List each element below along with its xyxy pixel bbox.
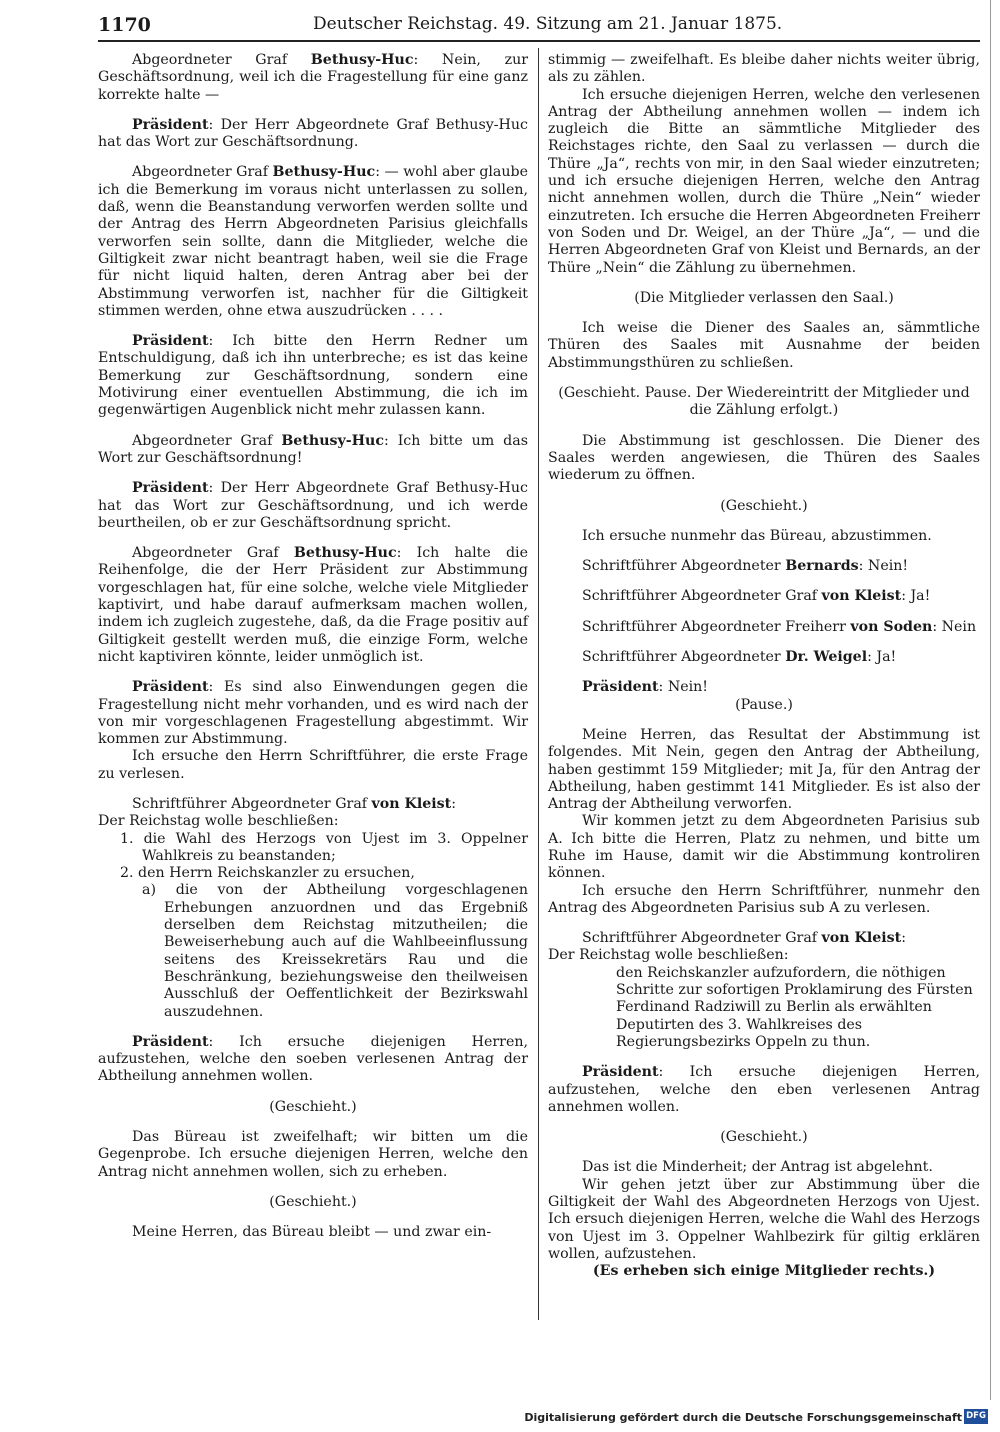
column-divider — [538, 48, 539, 1320]
speaker-name: Präsident — [132, 1033, 209, 1050]
stage-direction: (Pause.) — [735, 696, 793, 713]
stage-direction: (Geschieht.) — [720, 497, 808, 514]
speaker-name: Präsident — [582, 679, 659, 696]
paragraph: Abgeordneter Graf Bethusy-Huc: Nein, zur Geschäftsordnung, weil ich die Fragestellung für eine ganz korrekte halte — — [98, 52, 528, 103]
paragraph: Ich ersuche nunmehr das Büreau, abzustimmen. — [582, 527, 932, 544]
paragraph: Wir kommen jetzt zu dem Abgeordneten Parisius sub A. Ich bitte die Herren, Platz zu nehmen, und bitte um Ruhe im Hause, damit wir die Abstimmung kontroliren können. — [548, 813, 980, 882]
stage-direction: (Geschieht.) — [269, 1098, 357, 1115]
motion-heading: Schriftführer Abgeordneter Graf von Kleist: — [582, 930, 906, 947]
digitization-credit: Digitalisierung gefördert durch die Deutsche Forschungsgemeinschaft — [524, 1411, 962, 1424]
speaker-name: Bethusy-Huc — [293, 545, 397, 562]
dfg-logo: DFG — [964, 1409, 988, 1424]
paragraph: Abgeordneter Graf Bethusy-Huc: — wohl aber glaube ich die Bemerkung im voraus nicht unterlassen zu sollen, daß, wenn die Beanstandung verworfen werden sollte und der Antrag des Herrn Abgeordneten Parisius gleichfalls verworfen sein sollte, dann die Mitglieder, welche die Giltigkeit zwar nicht beantragt haben, weil sie die Frage für nicht liquid halten, deren Antrag aber bei der Abstimmung verworfen ist, nachher für die Giltigkeit stimmen werden, ohne etwa auszudrücken . . . . — [98, 164, 529, 319]
speaker-name: Präsident — [582, 1064, 659, 1081]
stage-direction: (Geschieht.) — [720, 1129, 808, 1146]
paragraph: Ich weise die Diener des Saales an, sämmtliche Thüren des Saales mit Ausnahme der beiden Abstimmungsthüren zu schließen. — [548, 320, 980, 371]
speaker-name: Präsident — [132, 480, 209, 497]
paragraph: Wir gehen jetzt über zur Abstimmung über die Giltigkeit der Wahl des Abgeordneten Herzogs von Ujest. Ich ersuch diejenigen Herren, welche die Wahl des Herzogs von Ujest im 3. Oppelner Wahlbezirk für giltig erklären wollen, aufzustehen. — [548, 1176, 980, 1262]
speaker-name: Dr. Weigel — [785, 649, 868, 666]
paragraph: Ich ersuche diejenigen Herren, welche den verlesenen Antrag der Abtheilung annehmen wollen — indem ich zugleich die Bitte an sämmtliche Mitglieder des Reichstages richte, den Saal zu verlassen — durch die Thüre „Ja“, rechts von mir, in den Saal wieder einzutreten; und ich ersuche diejenigen Herren, welche den Antrag nicht annehmen wollen, durch die Thüre „Nein“ wieder einzutreten. Ich ersuche die Herren Abgeordneten Freiherr von Soden und Dr. Weigel, an der Thüre „Ja“, — und die Herren Abgeordneten Graf von Kleist und Bernards, an der Thüre „Nein“ die Zählung zu übernehmen. — [548, 86, 980, 276]
paragraph: Präsident: Der Herr Abgeordnete Graf Bethusy-Huc hat das Wort zur Geschäftsordnung. — [98, 116, 528, 151]
speaker-name: Bethusy-Huc — [272, 164, 376, 181]
paragraph: Präsident: Ich ersuche diejenigen Herren, aufzustehen, welche den eben verlesenen Antrag annehmen wollen. — [548, 1064, 980, 1115]
paragraph: Abgeordneter Graf Bethusy-Huc: Ich halte die Reihenfolge, die der Herr Präsident zur Abstimmung vorgeschlagen hat, für eine solche, welche viele Mitglieder kaptivirt, und habe darauf aufmerksam machen wollen, indem ich zugleich zugestehe, daß, da die Frage positiv auf Giltigkeit gestellt werden muß, die einzige Form, welche nicht kaptiviren könnte, leider unmöglich ist. — [98, 545, 528, 665]
paragraph: Ich ersuche den Herrn Schriftführer, nunmehr den Antrag des Abgeordneten Parisius sub A zu verlesen. — [548, 882, 980, 916]
speaker-name: Bernards — [785, 558, 859, 575]
paragraph: Die Abstimmung ist geschlossen. Die Diener des Saales werden angewiesen, die Thüren des Saales wiederum zu öffnen. — [548, 432, 980, 484]
paragraph: Meine Herren, das Resultat der Abstimmung ist folgendes. Mit Nein, gegen den Antrag der Abtheilung, haben gestimmt 159 Mitglieder; mit Ja, für den Antrag der Abtheilung, haben gestimmt 141 Mitglieder. Es ist also der Antrag der Abtheilung verworfen. — [548, 726, 980, 813]
speaker-name: Präsident — [132, 333, 209, 350]
right-column — [548, 52, 980, 1294]
running-head: Deutscher Reichstag. 49. Sitzung am 21. Januar 1875. — [313, 14, 783, 34]
paragraph: Das Büreau ist zweifelhaft; wir bitten um die Gegenprobe. Ich ersuche diejenigen Herren, welche den Antrag nicht annehmen wollen, sich zu erheben. — [98, 1129, 528, 1180]
speaker-name: von Kleist — [371, 795, 452, 812]
left-column — [98, 52, 528, 1255]
vote-line: Präsident: Nein! — [582, 679, 709, 696]
stage-direction: (Geschieht. Pause. Der Wiedereintritt der Mitglieder und die Zählung erfolgt.) — [558, 385, 970, 419]
motion-item: 2. den Herrn Reichskanzler zu ersuchen, — [120, 865, 415, 882]
speaker-name: Bethusy-Huc — [310, 52, 414, 68]
speaker-name: von Kleist — [821, 930, 902, 947]
vote-line: Schriftführer Abgeordneter Freiherr von Soden: Nein — [582, 618, 977, 635]
page-number: 1170 — [98, 14, 151, 36]
motion-item: 1. die Wahl des Herzogs von Ujest im 3. Oppelner Wahlkreis zu beanstanden; — [120, 830, 528, 864]
paragraph: Präsident: Ich ersuche diejenigen Herren, aufzustehen, welche den soeben verlesenen Antrag der Abtheilung annehmen wollen. — [98, 1033, 528, 1085]
vote-line: Schriftführer Abgeordneter Bernards: Nein! — [582, 558, 909, 575]
paragraph: stimmig — zweifelhaft. Es bleibe daher nichts weiter übrig, als zu zählen. — [548, 52, 980, 86]
speaker-name: Bethusy-Huc — [281, 432, 384, 449]
motion-subitem: a) die von der Abtheilung vorgeschlagenen Erhebungen anzuordnen und das Ergebniß derselben dem Reichstag mitzutheilen; die Beweiserhebung auch auf die Wahlbeeinflussung seitens des Kreissekretärs Rau und die Beschränkung, beziehungsweise den theilweisen Ausschluß der Oeffentlichkeit der Bezirkswahl auszudehnen. — [142, 882, 528, 1020]
speaker-name: Präsident — [132, 679, 209, 696]
motion-text — [98, 796, 528, 1021]
speaker-name: von Kleist — [821, 588, 902, 605]
stage-direction: (Die Mitglieder verlassen den Saal.) — [634, 289, 894, 306]
motion-opening: Der Reichstag wolle beschließen: — [548, 947, 789, 964]
motion-opening: Der Reichstag wolle beschließen: — [98, 813, 339, 830]
page-header — [98, 12, 980, 42]
vote-line: Schriftführer Abgeordneter Graf von Kleist: Ja! — [582, 588, 931, 605]
scan-edge-line — [990, 0, 991, 1400]
paragraph: Das ist die Minderheit; der Antrag ist abgelehnt. — [582, 1159, 933, 1176]
paragraph: Präsident: Der Herr Abgeordnete Graf Bethusy-Huc hat das Wort zur Geschäftsordnung, und ich werde beurtheilen, ob er zur Geschäftsordnung spricht. — [98, 480, 528, 531]
motion-body: den Reichskanzler aufzufordern, die nöthigen Schritte zur sofortigen Proklamirung des Fürsten Ferdinand Radziwill zu Berlin als erwählten Deputirten des 3. Wahlkreises des Regierungsbezirks Oppeln zu thun. — [616, 964, 973, 1050]
stage-direction: (Es erheben sich einige Mitglieder rechts.) — [592, 1263, 936, 1280]
speaker-name: von Soden — [850, 618, 933, 635]
paragraph: Ich ersuche den Herrn Schriftführer, die erste Frage zu verlesen. — [98, 748, 528, 782]
paragraph: Präsident: Es sind also Einwendungen gegen die Fragestellung nicht mehr vorhanden, und es wird nach der von mir vorgeschlagenen Fragestellung abgestimmt. Wir kommen zur Abstimmung. — [98, 679, 528, 748]
paragraph: Abgeordneter Graf Bethusy-Huc: Ich bitte um das Wort zur Geschäftsordnung! — [98, 432, 529, 466]
motion-text — [548, 930, 980, 1051]
paragraph: Präsident: Ich bitte den Herrn Redner um Entschuldigung, daß ich ihn unterbreche; es ist das keine Bemerkung zur Geschäftsordnung, sondern eine Motivirung einer eventuellen Abstimmung, die ich im gegenwärtigen Augenblick nicht mehr zulassen kann. — [98, 333, 528, 419]
motion-heading: Schriftführer Abgeordneter Graf von Kleist: — [132, 795, 456, 812]
speaker-name: Präsident — [132, 116, 209, 133]
paragraph: Meine Herren, das Büreau bleibt — und zwar ein- — [132, 1224, 492, 1241]
vote-line: Schriftführer Abgeordneter Dr. Weigel: Ja! — [582, 649, 897, 666]
stage-direction: (Geschieht.) — [269, 1193, 357, 1210]
